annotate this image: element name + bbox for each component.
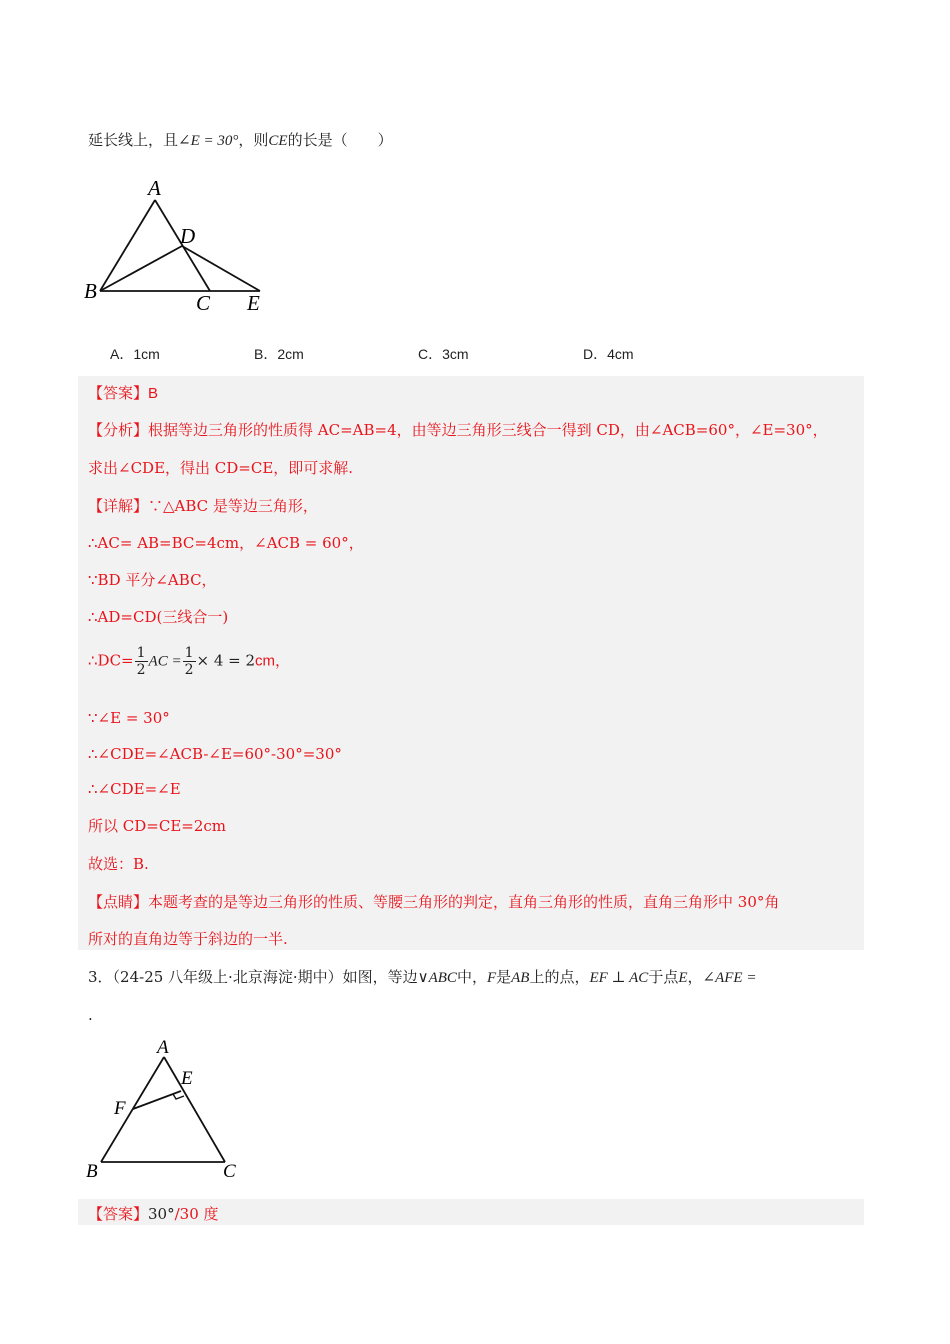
detail-text-1: ∵△ABC 是等边三角形， <box>148 497 318 515</box>
q2-detail-line3: ∵BD 平分∠ABC， <box>88 571 217 589</box>
q3-answer-tag: 【答案】 <box>88 1205 149 1223</box>
q2-detail-line4: ∴AD=CD(三线合一) <box>88 608 229 626</box>
q3-right-angle-mark <box>173 1094 184 1099</box>
detail-5-prefix: ∴DC= <box>88 651 134 670</box>
q2-option-a[interactable]: A．1cm <box>110 346 160 362</box>
answer-value: B <box>148 385 159 402</box>
q3-number: 3． <box>88 968 113 986</box>
q2-label-a: A <box>148 176 161 200</box>
q3-segment-fe <box>133 1091 181 1109</box>
q2-detail-line9: 所以 CD=CE=2cm <box>88 817 227 835</box>
comment-tag: 【点睛】 <box>88 893 149 911</box>
q2-stem-ce: CE <box>268 133 288 149</box>
detail-5-end: × 4 = 2 <box>196 651 256 670</box>
q2-detail-line8: ∴∠CDE=∠E <box>88 780 181 798</box>
q2-label-d: D <box>180 224 196 248</box>
q2-analysis-line1 <box>88 420 828 440</box>
q2-comment-line1 <box>88 892 779 912</box>
q2-label-c: C <box>196 291 211 315</box>
q2-stem-text-b: ，则 <box>238 131 269 149</box>
q2-segment-de <box>182 246 260 291</box>
q2-triangle-figure <box>80 170 280 320</box>
q2-option-d[interactable]: D．4cm <box>583 346 634 362</box>
detail-5-unit: cm， <box>255 652 291 670</box>
q2-detail-line6: ∵∠E = 30° <box>88 709 170 727</box>
q3-perp-expr: EF ⊥ AC <box>589 970 649 986</box>
q2-label-b: B <box>84 279 97 303</box>
q2-analysis-line2: 求出∠CDE，得出 CD=CE，即可求解. <box>88 459 354 477</box>
answer-tag: 【答案】 <box>88 384 149 402</box>
q2-stem-text-c: 的长是（ ） <box>287 131 393 149</box>
q3-label-f: F <box>114 1098 126 1119</box>
q2-segment-bd <box>100 246 182 291</box>
analysis-text-1: 根据等边三角形的性质得 AC=AB=4，由等边三角形三线合一得到 CD，由∠ACB=60°，∠E=30°， <box>148 421 828 439</box>
q3-segment-ac <box>164 1057 225 1162</box>
analysis-tag: 【分析】 <box>88 421 149 439</box>
q3-angle-expr: ∠AFE = <box>702 970 757 986</box>
q2-comment-line2: 所对的直角边等于斜边的一半. <box>88 930 288 948</box>
q2-label-e: E <box>247 291 260 315</box>
q2-stem-text-a: 延长线上，且 <box>88 131 179 149</box>
fraction-half-2: $\frac{1}{2}$ <box>184 645 194 678</box>
q3-source: （24-25 八年级上·北京海淀·期中） <box>112 968 343 986</box>
q2-detail-line5 <box>88 645 290 678</box>
q3-label-c: C <box>223 1161 236 1182</box>
q2-answer <box>88 383 158 404</box>
q3-triangle-symbol: ∨ABC <box>417 970 457 986</box>
q3-stem: 3．（24-25 八年级上·北京海淀·期中）如图，等边∨ABC中，F是AB上的点，EF ⊥ AC于点E，∠AFE = <box>88 968 757 986</box>
q2-detail-line7: ∴∠CDE=∠ACB-∠E=60°-30°=30° <box>88 745 342 763</box>
q2-stem-angle: ∠E = 30° <box>178 133 239 149</box>
detail-5-mid: AC = <box>148 653 182 670</box>
q3-label-b: B <box>86 1161 98 1182</box>
q2-option-b[interactable]: B．2cm <box>254 346 304 362</box>
q2-segment-ab <box>100 200 155 291</box>
q3-answer-alt: /30 度 <box>174 1205 219 1223</box>
q3-segment-ab <box>101 1057 164 1162</box>
q2-detail-line10: 故选：B. <box>88 855 149 873</box>
q3-stem-dot: . <box>88 1006 93 1024</box>
q3-answer <box>88 1204 219 1224</box>
q2-detail-line2: ∴AC= AB=BC=4cm，∠ACB = 60°， <box>88 534 364 552</box>
q3-answer-value: 30° <box>148 1205 175 1223</box>
q3-label-a: A <box>157 1037 169 1058</box>
q2-detail-line1 <box>88 496 318 516</box>
q2-option-c[interactable]: C．3cm <box>418 346 469 362</box>
comment-text-1: 本题考查的是等边三角形的性质、等腰三角形的判定，直角三角形的性质，直角三角形中 30°角 <box>148 893 780 911</box>
fraction-half-1: $\frac{1}{2}$ <box>136 645 146 678</box>
detail-tag: 【详解】 <box>88 497 149 515</box>
q3-triangle-figure <box>80 1035 260 1185</box>
q2-stem <box>88 130 393 151</box>
q3-label-e: E <box>181 1068 193 1089</box>
